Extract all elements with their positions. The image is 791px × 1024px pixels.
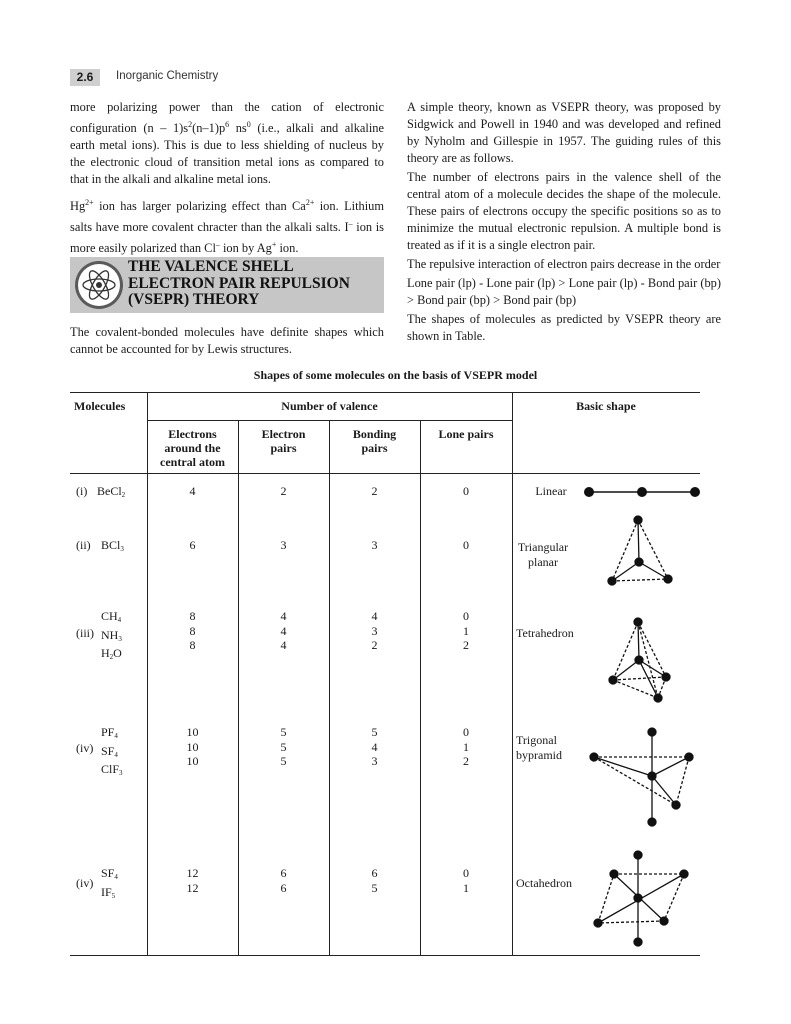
row-label: (iv) bbox=[76, 741, 94, 755]
cell-electrons: 12 12 bbox=[186, 866, 199, 895]
table-rule bbox=[70, 955, 700, 956]
header-electrons: Electrons around the central atom bbox=[160, 427, 225, 469]
header-molecules: Molecules bbox=[74, 399, 126, 413]
header-lone-pairs: Lone pairs bbox=[438, 427, 494, 441]
cell-lone: 0 1 2 bbox=[463, 725, 469, 768]
cell-bonding: 2 bbox=[371, 484, 378, 498]
shape-diagrams bbox=[512, 474, 700, 954]
paragraph: more polarizing power than the cation of electronic configuration $(n - 1)s^2(n-1)p^6$ $ns^0$ (i.e., alkali and alkaline earth metal ions). This is due to less shielding of nucleus by the electronic cloud of transition metal ions as compared to that in the alkali and alkaline metal ions. bbox=[70, 100, 384, 186]
linear-diagram bbox=[585, 488, 699, 496]
book-title: Inorganic Chemistry bbox=[116, 70, 219, 82]
table-rule bbox=[70, 392, 700, 393]
row-label: (iv) bbox=[76, 876, 94, 890]
section-title: THE VALENCE SHELL ELECTRON PAIR REPULSION (VSEPR) THEORY bbox=[128, 258, 350, 308]
cell-pairs: 2 bbox=[280, 484, 287, 498]
molecule-list: $CH_4$ $NH_3$ $H_2O$ bbox=[101, 609, 122, 661]
paragraph: $Hg^{2+}$ ion has larger polarizing effect than $Ca^{2+}$ ion. Lithium salts have more covalent chracter than the alkali salts. I– ion is more easily polarized than Cl– ion by Ag+ ion. bbox=[70, 198, 384, 255]
cell-bonding: 4 3 2 bbox=[371, 609, 378, 652]
shape-name: Octahedron bbox=[516, 876, 572, 890]
molecule-list: $PF_4$ $SF_4$ ClF$_3$ bbox=[101, 725, 123, 777]
header-bonding-pairs: Bonding pairs bbox=[352, 427, 397, 455]
cell-electrons: 4 bbox=[189, 484, 196, 498]
section-heading bbox=[70, 257, 384, 313]
table-caption: Shapes of some molecules on the basis of VSEPR model bbox=[253, 368, 538, 382]
cell-electrons: 10 10 10 bbox=[186, 725, 199, 768]
octahedron-diagram bbox=[594, 851, 688, 946]
cell-bonding: 6 5 bbox=[371, 866, 378, 895]
tetrahedron-diagram bbox=[609, 618, 670, 702]
molecule: BeCl$_2$ bbox=[97, 484, 126, 499]
cell-bonding: 5 4 3 bbox=[371, 725, 378, 768]
paragraph: The repulsive interaction of electron pairs decrease in the order bbox=[407, 257, 721, 271]
molecule: BCl$_3$ bbox=[101, 538, 124, 553]
cell-pairs: 4 4 4 bbox=[280, 609, 287, 652]
left-column bbox=[70, 99, 384, 257]
shape-name: Tetrahedron bbox=[516, 626, 574, 640]
cell-lone: 0 1 2 bbox=[463, 609, 469, 652]
triangular-planar-diagram bbox=[608, 516, 672, 585]
cell-lone: 0 1 bbox=[463, 866, 469, 895]
atom-icon bbox=[74, 260, 124, 310]
paragraph: Lone pair (lp) - Lone pair (lp) > Lone pair (lp) - Bond pair (bp) > Bond pair (bp) > Bond pair (bp) bbox=[407, 276, 721, 307]
shape-name: Triangular planar bbox=[517, 540, 569, 569]
header-number: Number of valence bbox=[281, 399, 378, 413]
trigonal-bipyramid-diagram bbox=[590, 728, 693, 826]
page-number: 2.6 bbox=[70, 69, 100, 86]
paragraph: A simple theory, known as VSEPR theory, was proposed by Sidgwick and Powell in 1940 and was developed and refined by Nyholm and Gillespie in 1957. The guiding rules of this theory are as follows. bbox=[407, 100, 721, 165]
right-column bbox=[407, 99, 721, 345]
cell-electrons: 6 bbox=[189, 538, 196, 552]
paragraph: The shapes of molecules as predicted by VSEPR theory are shown in Table. bbox=[407, 312, 721, 343]
row-label: (ii) bbox=[76, 538, 91, 552]
cell-lone: 0 bbox=[463, 538, 469, 552]
header-shape: Basic shape bbox=[576, 399, 636, 413]
cell-pairs: 3 bbox=[280, 538, 287, 552]
cell-lone: 0 bbox=[463, 484, 469, 498]
cell-pairs: 6 6 bbox=[280, 866, 287, 895]
cell-electrons: 8 8 8 bbox=[189, 609, 196, 652]
row-label: (iii) bbox=[76, 626, 94, 640]
section-intro: The covalent-bonded molecules have definite shapes which cannot be accounted for by Lewis structures. bbox=[70, 325, 384, 356]
row-label: (i) bbox=[76, 484, 88, 498]
header-electron-pairs: Electron pairs bbox=[261, 427, 306, 455]
molecule-list: $SF_4$ $IF_5$ bbox=[101, 866, 118, 900]
paragraph: The number of electrons pairs in the valence shell of the central atom of a molecule decides the shape of the molecule. These pairs of electrons occupy the specific positions so as to minimize the mutual electronic repulsion. A multiple bond is treated as if it is a single electron pair. bbox=[407, 170, 721, 252]
shape-name: Trigonal bypramid bbox=[516, 733, 562, 762]
cell-pairs: 5 5 5 bbox=[280, 725, 287, 768]
shape-name: Linear bbox=[535, 484, 567, 498]
cell-bonding: 3 bbox=[371, 538, 378, 552]
